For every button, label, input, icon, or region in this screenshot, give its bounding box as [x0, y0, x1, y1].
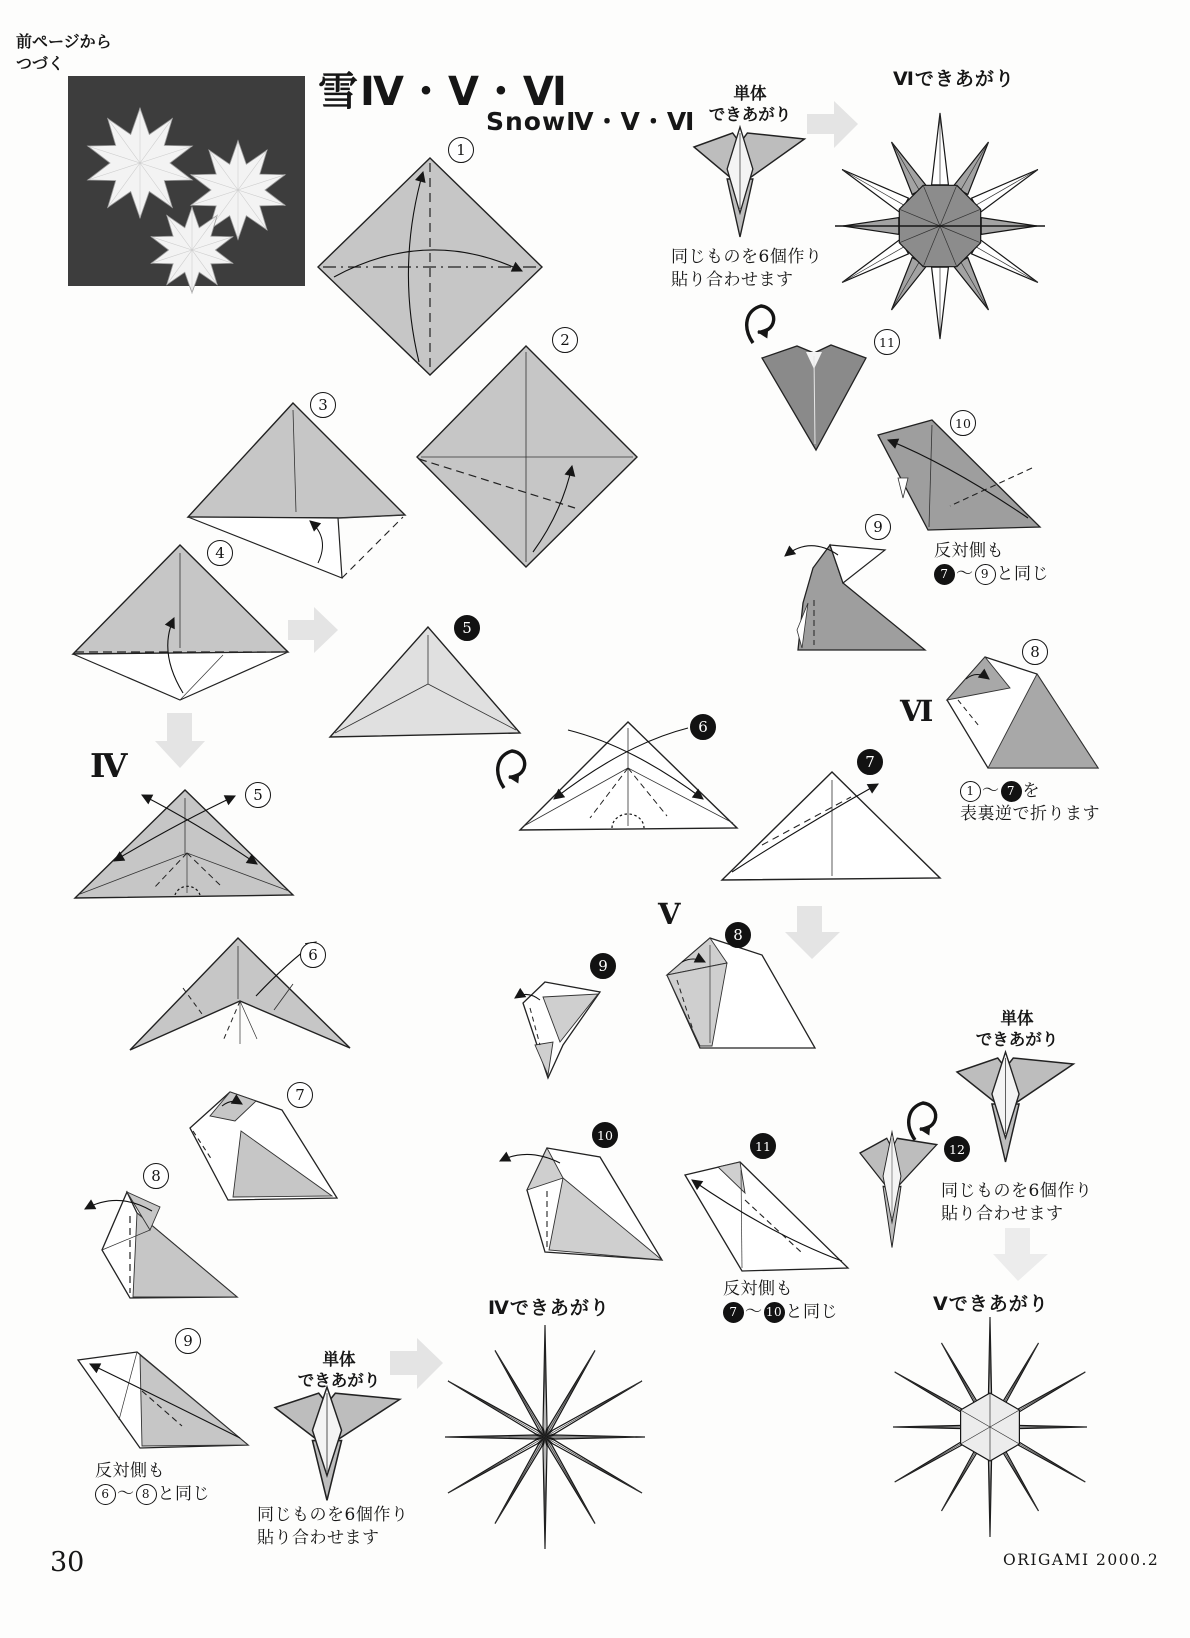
vi-make-six-note: 同じものを6個作り 貼り合わせます	[671, 247, 823, 291]
step-v9-diagram	[515, 982, 600, 1078]
iv-unit-figure	[275, 1387, 400, 1500]
continued-line2: つづく	[16, 53, 65, 73]
step-v12-figure	[860, 1132, 937, 1248]
step-badge-5-black: 5	[454, 615, 480, 641]
note-badge-10-black: 10	[764, 1302, 785, 1323]
step-badge-v10-black: 10	[592, 1122, 618, 1148]
note-badge-7-black: 7	[934, 564, 955, 585]
step-4-diagram	[73, 545, 288, 700]
flow-arrow-down-2	[785, 906, 840, 959]
iv-opposite-note: 反対側も 6 〜 8 と同じ	[95, 1460, 210, 1504]
step-iv9-diagram	[78, 1352, 248, 1448]
section-label-v: Ⅴ	[658, 897, 681, 931]
step-badge-v11-black: 11	[750, 1133, 776, 1159]
note-badge-7-black: 7	[723, 1302, 744, 1323]
note-badge-7-black: 7	[1001, 781, 1022, 802]
page-title: 雪Ⅳ・Ⅴ・Ⅵ	[318, 69, 569, 115]
note-badge-8-white: 8	[136, 1484, 157, 1505]
step-iv7-diagram	[190, 1092, 337, 1200]
step-badge-7-black: 7	[857, 749, 883, 775]
note-badge-1-white: 1	[960, 781, 981, 802]
step-badge-v12-black: 12	[944, 1136, 970, 1162]
step-badge-1: 1	[448, 137, 474, 163]
step-badge-2: 2	[552, 327, 578, 353]
step-badge-iv6: 6	[300, 942, 326, 968]
step-v10-diagram	[500, 1148, 662, 1260]
step-badge-iv9: 9	[175, 1328, 201, 1354]
step-vi11-diagram	[762, 345, 866, 450]
step-iv8-diagram	[85, 1192, 237, 1298]
step-2-diagram	[417, 346, 637, 567]
step-v11-diagram	[685, 1162, 848, 1271]
flow-arrow-down-3	[993, 1228, 1048, 1281]
iv-unit-done-caption: 単体 できあがり	[297, 1350, 381, 1391]
iv-finished-star	[445, 1325, 645, 1549]
step-badge-3: 3	[310, 392, 336, 418]
flip-over-symbol-3	[909, 1103, 936, 1140]
step-7-diagram	[722, 772, 940, 880]
step-badge-v8-black: 8	[725, 922, 751, 948]
v-finished-star	[893, 1317, 1087, 1537]
flow-arrow-right-2	[807, 101, 858, 148]
v-make-six-note: 同じものを6個作り 貼り合わせます	[941, 1181, 1093, 1225]
step-vi8-diagram	[947, 657, 1098, 768]
page-subtitle: SnowⅣ・Ⅴ・Ⅵ	[486, 107, 696, 136]
note-badge-6-white: 6	[95, 1484, 116, 1505]
step-badge-6-black: 6	[690, 714, 716, 740]
step-vi9-diagram	[785, 545, 925, 650]
step-badge-iv8: 8	[143, 1163, 169, 1189]
section-label-vi: Ⅵ	[900, 694, 934, 728]
step-badge-iv7: 7	[287, 1082, 313, 1108]
flip-over-symbol-2	[747, 306, 774, 343]
step-v8-diagram	[667, 938, 815, 1048]
page-number: 30	[50, 1547, 85, 1578]
flip-over-symbol-1	[498, 751, 525, 788]
iv-make-six-note: 同じものを6個作り 貼り合わせます	[257, 1505, 409, 1549]
vi-opposite-note: 反対側も 7 〜 9 と同じ	[934, 540, 1049, 584]
continued-from-previous-note	[16, 31, 112, 74]
step-badge-vi11: 11	[874, 329, 900, 355]
v-done-caption: Ⅴできあがり	[933, 1293, 1049, 1315]
iv-done-caption: Ⅳできあがり	[488, 1297, 610, 1319]
step-badge-4: 4	[207, 540, 233, 566]
section-label-iv: Ⅳ	[90, 746, 128, 785]
note-badge-9-white: 9	[975, 564, 996, 585]
continued-line1: 前ページから	[16, 32, 112, 51]
vi-unit-figure	[694, 127, 804, 237]
step-badge-vi9: 9	[865, 514, 891, 540]
vi-flip-note: 1 〜 7 を 表裏逆で折ります	[960, 780, 1100, 824]
vi-finished-star	[835, 113, 1045, 339]
v-opposite-note: 反対側も 7 〜 10 と同じ	[723, 1278, 838, 1322]
step-vi10-diagram	[878, 420, 1040, 530]
vi-done-caption: Ⅵできあがり	[893, 68, 1015, 90]
v-unit-figure	[957, 1052, 1073, 1162]
step-badge-iv5: 5	[245, 782, 271, 808]
flow-arrow-down-1	[155, 713, 205, 768]
step-badge-vi8: 8	[1022, 639, 1048, 665]
intro-photo	[68, 76, 305, 293]
step-badge-v9-black: 9	[590, 953, 616, 979]
v-unit-done-caption: 単体 できあがり	[975, 1009, 1059, 1050]
magazine-footer: ORIGAMI 2000.2	[1003, 1551, 1160, 1569]
vi-unit-done-caption: 単体 できあがり	[708, 84, 792, 125]
step-1-diagram	[318, 158, 542, 375]
flow-arrow-right-1	[288, 607, 338, 653]
step-badge-vi10: 10	[950, 410, 976, 436]
step-5-diagram	[330, 627, 520, 737]
